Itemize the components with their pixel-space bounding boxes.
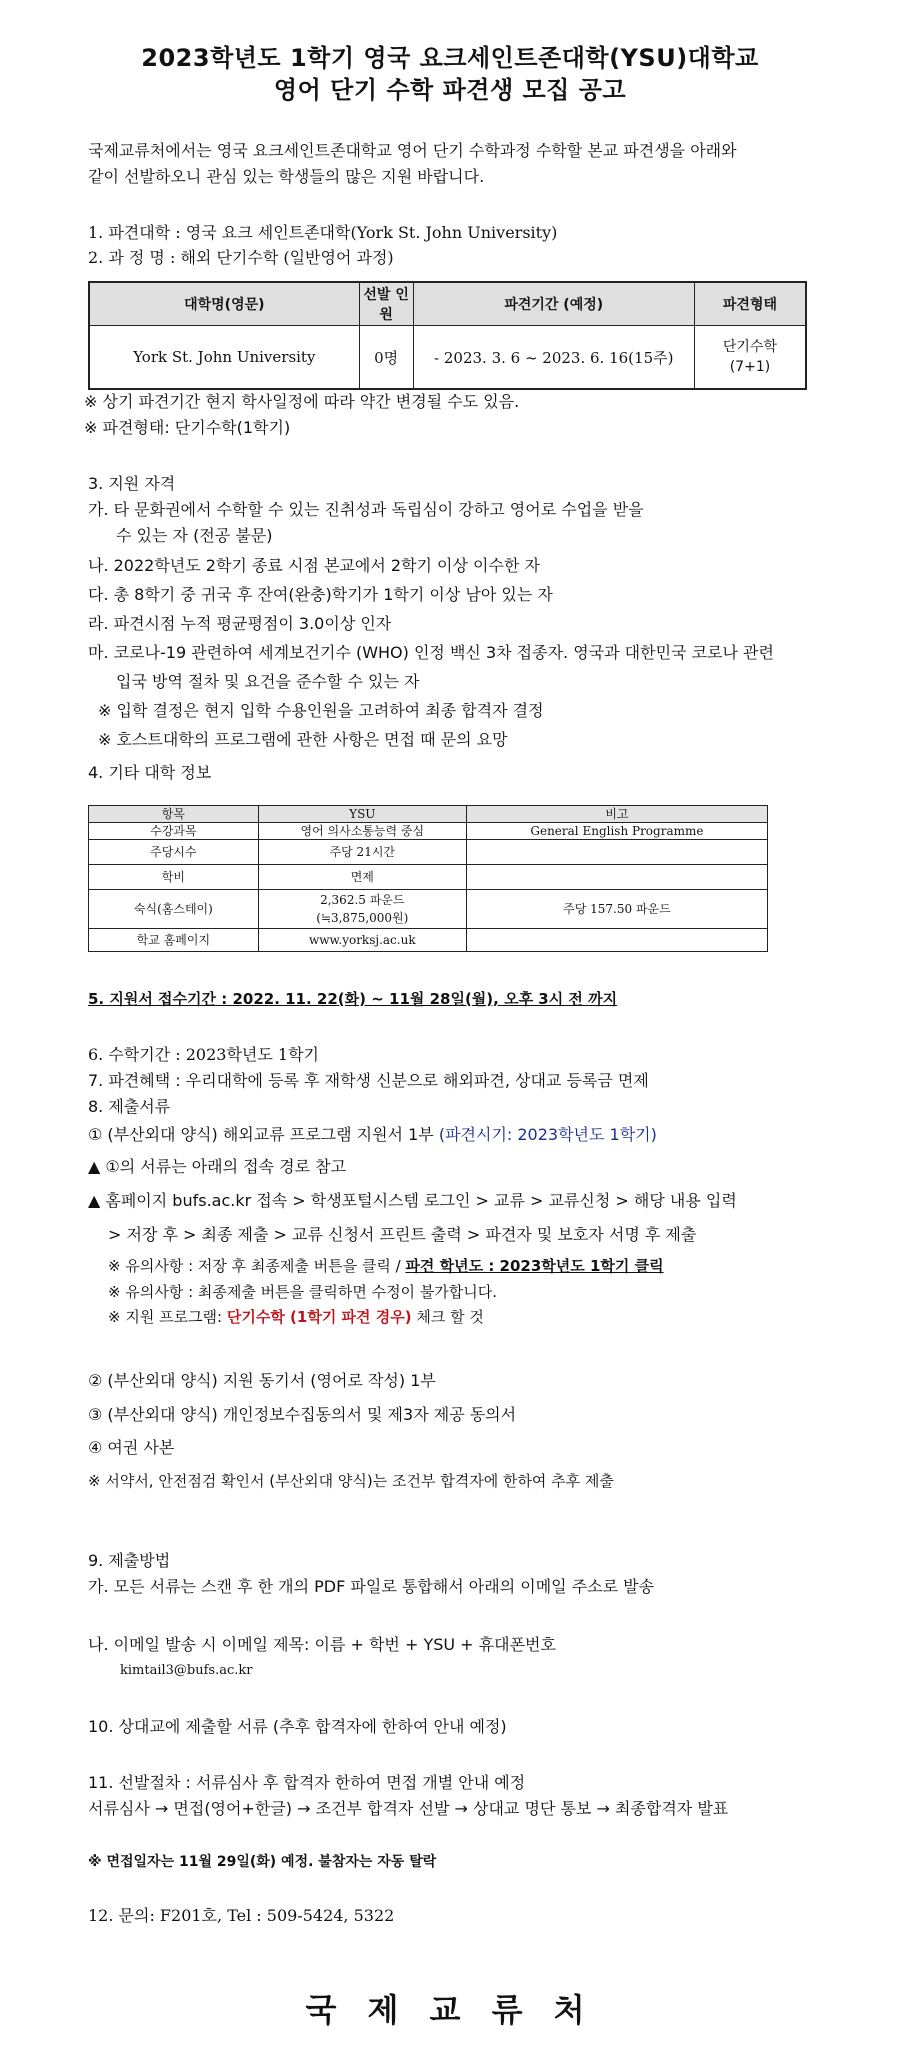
cell-type-line-1: 단기수학: [722, 339, 777, 355]
section-2-program-name: 2. 과 정 명 : 해외 단기수학 (일반영어 과정): [88, 248, 394, 267]
university-info-table: [88, 805, 768, 952]
document-2: ② (부산외대 양식) 지원 동기서 (영어로 작성) 1부: [88, 1371, 436, 1390]
info-cell: 수강과목: [89, 823, 259, 840]
intro-line-1: 국제교류처에서는 영국 요크세인트존대학교 영어 단기 수학과정 수학할 본교 파견생을 아래와: [88, 141, 737, 160]
info-cell: 주당시수: [89, 840, 259, 865]
cell-type-line-2: (7+1): [729, 359, 771, 375]
caution-2: ※ 유의사항 : 최종제출 버튼을 클릭하면 수정이 불가합니다.: [108, 1283, 498, 1301]
table-row: [89, 890, 768, 929]
cell-quota: 0명: [359, 326, 413, 390]
section-5-application-period: 5. 지원서 접수기간 : 2022. 11. 22(화) ~ 11월 28일(월), 오후 3시 전 까지: [88, 990, 618, 1008]
info-cell: 면제: [258, 865, 466, 890]
title-line-2: 영어 단기 수학 파견생 모집 공고: [273, 76, 627, 104]
contact-email: kimtail3@bufs.ac.kr: [120, 1663, 253, 1678]
table-row: [89, 823, 768, 840]
caution-3-suffix: 체크 할 것: [411, 1308, 484, 1326]
document-1-note: (파견시기: 2023학년도 1학기): [438, 1125, 657, 1144]
caution-3-program: 단기수학 (1학기 파견 경우): [226, 1308, 412, 1326]
info-cell: General English Programme: [466, 823, 767, 840]
header-university: 대학명(영문): [89, 282, 359, 326]
header-period: 파견기간 (예정): [413, 282, 694, 326]
header-type: 파견형태: [694, 282, 806, 326]
section-6-study-period: 6. 수학기간 : 2023학년도 1학기: [88, 1045, 320, 1064]
section-12-contact: 12. 문의: F201호, Tel : 509-5424, 5322: [88, 1906, 395, 1925]
note-host-program: ※ 호스트대학의 프로그램에 관한 사항은 면접 때 문의 요망: [98, 730, 508, 749]
interview-date-note: ※ 면접일자는 11월 29일(화) 예정. 불참자는 자동 탈락: [88, 1854, 437, 1870]
document-1: [88, 1125, 657, 1145]
title-line-1: 2023학년도 1학기 영국 요크세인트존대학(YSU)대학교: [141, 44, 759, 72]
document-4: ④ 여권 사본: [88, 1438, 175, 1457]
info-cell: 주당 157.50 파운드: [466, 890, 767, 929]
section-4-title: 4. 기타 대학 정보: [88, 763, 212, 782]
info-cell: 학교 홈페이지: [89, 929, 259, 952]
note-period-change: ※ 상기 파견기간 현지 학사일정에 따라 약간 변경될 수도 있음.: [84, 392, 520, 411]
cell-period: - 2023. 3. 6 ~ 2023. 6. 16(15주): [413, 326, 694, 390]
caution-1: [108, 1256, 664, 1276]
info-header-remark: 비고: [466, 806, 767, 823]
table-row: [89, 865, 768, 890]
submission-method-a: 가. 모든 서류는 스캔 후 한 개의 PDF 파일로 통합해서 아래의 이메일 주소로 발송: [88, 1577, 655, 1596]
info-cell: 주당 21시간: [258, 840, 466, 865]
info-header-ysu: YSU: [258, 806, 466, 823]
caution-3-text: ※ 지원 프로그램:: [108, 1308, 227, 1326]
section-7-benefits: 7. 파견혜택 : 우리대학에 등록 후 재학생 신분으로 해외파견, 상대교 등록금 면제: [88, 1071, 649, 1090]
requirement-e-cont: 입국 방역 절차 및 요건을 준수할 수 있는 자: [116, 672, 420, 691]
info-cell: [258, 890, 466, 929]
info-cell: www.yorksj.ac.uk: [258, 929, 466, 952]
section-3-title: 3. 지원 자격: [88, 474, 176, 493]
document-note: ※ 서약서, 안전점검 확인서 (부산외대 양식)는 조건부 합격자에 한하여 추후 제출: [88, 1472, 614, 1490]
note-admission: ※ 입학 결정은 현지 입학 수용인원을 고려하여 최종 합격자 결정: [98, 701, 544, 720]
portal-path-1: ▲ 홈페이지 bufs.ac.kr 접속 > 학생포털시스템 로그인 > 교류 > 교류신청 > 해당 내용 입력: [88, 1191, 737, 1210]
section-11-selection: 11. 선발절차 : 서류심사 후 합격자 한하여 면접 개별 안내 예정: [88, 1773, 526, 1792]
issuer-office: 국 제 교 류 처: [305, 1991, 595, 2029]
section-1-host-university: 1. 파견대학 : 영국 요크 세인트존대학(York St. John University): [88, 223, 558, 242]
cell-type: [694, 326, 806, 390]
cell-university: York St. John University: [89, 326, 359, 390]
requirement-e: 마. 코로나-19 관련하여 세계보건기수 (WHO) 인정 백신 3차 접종자. 영국과 대한민국 코로나 관련: [88, 643, 774, 662]
info-cell: [466, 865, 767, 890]
info-cell: 영어 의사소통능력 중심: [258, 823, 466, 840]
header-quota: 선발 인원: [359, 282, 413, 326]
caution-3: [108, 1307, 484, 1327]
section-8-title: 8. 제출서류: [88, 1097, 171, 1116]
document-3: ③ (부산외대 양식) 개인정보수집동의서 및 제3자 제공 동의서: [88, 1405, 517, 1424]
portal-path-2: > 저장 후 > 최종 제출 > 교류 신청서 프린트 출력 > 파견자 및 보호자 서명 후 제출: [108, 1225, 697, 1244]
requirement-a-cont: 수 있는 자 (전공 불문): [116, 526, 273, 545]
caution-1-emphasis: 파견 학년도 : 2023학년도 1학기 클릭: [405, 1257, 664, 1275]
requirement-b: 나. 2022학년도 2학기 종료 시점 본교에서 2학기 이상 이수한 자: [88, 556, 540, 575]
selection-flow: 서류심사 → 면접(영어+한글) → 조건부 합격자 선발 → 상대교 명단 통보 → 최종합격자 발표: [88, 1799, 729, 1818]
info-cell: 숙식(홈스테이): [89, 890, 259, 929]
requirement-c: 다. 총 8학기 중 귀국 후 잔여(완충)학기가 1학기 이상 남아 있는 자: [88, 585, 553, 604]
info-header-item: 항목: [89, 806, 259, 823]
table-row: [89, 326, 806, 390]
caution-1-text: ※ 유의사항 : 저장 후 최종제출 버튼을 클릭 /: [108, 1257, 406, 1275]
info-cell-line: 2,362.5 파운드: [320, 893, 405, 907]
requirement-d: 라. 파견시점 누적 평균평점이 3.0이상 인자: [88, 614, 392, 633]
info-cell: 학비: [89, 865, 259, 890]
info-cell: [466, 929, 767, 952]
submission-method-b: 나. 이메일 발송 시 이메일 제목: 이름 + 학번 + YSU + 휴대폰번호: [88, 1635, 556, 1654]
intro-line-2: 같이 선발하오니 관심 있는 학생들의 많은 지원 바랍니다.: [88, 167, 485, 186]
table-row: [89, 840, 768, 865]
info-cell: [466, 840, 767, 865]
info-cell-line: (≒3,875,000원): [316, 911, 409, 925]
note-dispatch-type: ※ 파견형태: 단기수학(1학기): [84, 418, 291, 437]
section-10-partner-documents: 10. 상대교에 제출할 서류 (추후 합격자에 한하여 안내 예정): [88, 1717, 507, 1736]
requirement-a: 가. 타 문화권에서 수학할 수 있는 진취성과 독립심이 강하고 영어로 수업을 받을: [88, 500, 644, 519]
document-1-reference: ▲ ①의 서류는 아래의 접속 경로 참고: [88, 1157, 347, 1176]
table-row: [89, 929, 768, 952]
section-9-title: 9. 제출방법: [88, 1551, 171, 1570]
dispatch-table: [88, 281, 807, 390]
document-1-text: ① (부산외대 양식) 해외교류 프로그램 지원서 1부: [88, 1125, 434, 1144]
